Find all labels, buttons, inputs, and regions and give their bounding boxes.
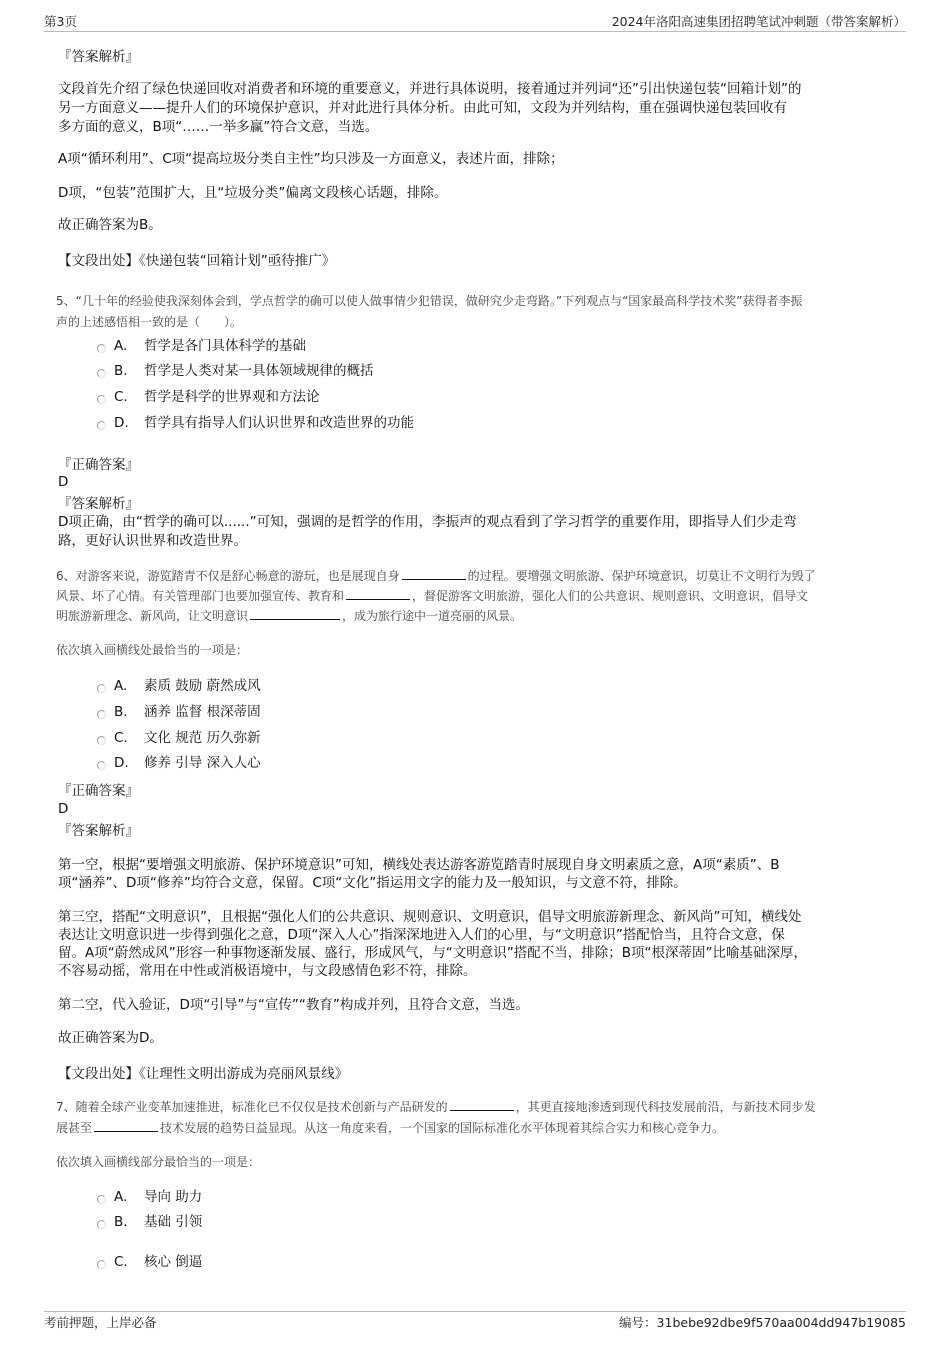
analysis-paragraph: A项“循环利用”、C项“提高垃圾分类自主性”均只涉及一方面意义，表述片面，排除； <box>58 151 564 167</box>
option-c[interactable] <box>97 728 261 748</box>
text-line: 路，更好认识世界和改造世界。 <box>58 533 247 549</box>
answer-value: D <box>58 801 69 817</box>
option-letter: A. <box>114 1189 128 1205</box>
text-segment: ，成为旅行途中一道亮丽的风景。 <box>342 609 523 623</box>
header-divider <box>44 31 906 32</box>
option-letter: B. <box>114 704 128 720</box>
option-letter: B. <box>114 363 128 379</box>
option-text: 哲学具有指导人们认识世界和改造世界的功能 <box>144 415 414 431</box>
conclusion: 故正确答案为B。 <box>58 217 162 233</box>
option-c[interactable] <box>97 1252 202 1272</box>
question-stem <box>56 1097 906 1139</box>
text-segment: 技术发展的趋势日益显现。从这一角度来看，一个国家的国际标准化水平体现着其综合实力和核心竞争力。 <box>160 1121 725 1135</box>
radio-icon[interactable] <box>97 344 106 353</box>
answer-label: 『正确答案』 <box>58 457 139 473</box>
analysis-label: 『答案解析』 <box>58 496 139 512</box>
radio-icon[interactable] <box>97 421 106 430</box>
text-segment: 明旅游新理念、新风尚，让文明意识 <box>56 609 249 623</box>
text-line: 项“涵养”、D项“修养”均符合文意，保留。C项“文化”指运用文字的能力及一般知识，与文意不符，排除。 <box>58 875 687 891</box>
text-line <box>56 586 906 606</box>
text-line: 不容易动摇，常用在中性或消极语境中，与文段感情色彩不符，排除。 <box>58 963 477 979</box>
radio-icon[interactable] <box>97 710 106 719</box>
option-letter: C. <box>114 1254 128 1270</box>
radio-icon[interactable] <box>97 395 106 404</box>
analysis-paragraph <box>58 80 903 137</box>
option-letter: D. <box>114 415 129 431</box>
text-line <box>56 1097 906 1118</box>
text-segment: 的过程。要增强文明旅游、保护环境意识，切莫让不文明行为毁了 <box>467 569 816 583</box>
option-a[interactable] <box>97 676 261 696</box>
fill-blank <box>450 1097 514 1111</box>
footer-slogan: 考前押题，上岸必备 <box>44 1315 157 1330</box>
analysis-paragraph <box>58 513 903 551</box>
question-prompt: 依次填入画横线部分最恰当的一项是： <box>56 1155 261 1169</box>
analysis-label: 『答案解析』 <box>58 823 139 839</box>
text-line: 5、“几十年的经验使我深刻体会到，学点哲学的确可以使人做事情少犯错误，做研究少走弯路。”下列观点与“国家最高科学技术奖”获得者李振 <box>56 294 803 308</box>
option-text: 素质 鼓励 蔚然成风 <box>144 678 261 694</box>
option-text: 哲学是各门具体科学的基础 <box>144 338 306 354</box>
text-line: 文段首先介绍了绿色快递回收对消费者和环境的重要意义，并进行具体说明，接着通过并列词“还”引出快递包装“回箱计划”的 <box>58 81 802 97</box>
option-letter: A. <box>114 678 128 694</box>
text-line: 第一空，根据“要增强文明旅游、保护环境意识”可知，横线处表达游客游览踏青时展现自身文明素质之意，A项“素质”、B <box>58 857 780 873</box>
source-citation: 【文段出处】《让理性文明出游成为亮丽风景线》 <box>58 1066 349 1082</box>
option-text: 涵养 监督 根深蒂固 <box>144 704 261 720</box>
text-segment: 展甚至 <box>56 1121 93 1135</box>
document-id: 编号：31bebe92dbe9f570aa004dd947b19085 <box>619 1315 906 1330</box>
option-text: 核心 倒逼 <box>144 1254 203 1270</box>
radio-icon[interactable] <box>97 761 106 770</box>
text-segment: ，督促游客文明旅游，强化人们的公共意识、规则意识、文明意识，倡导文 <box>412 589 809 603</box>
option-b[interactable] <box>97 361 374 381</box>
text-segment: 风景、坏了心情。有关管理部门也要加强宣传、教育和 <box>56 589 345 603</box>
fill-blank <box>346 586 410 600</box>
option-letter: C. <box>114 389 128 405</box>
fill-blank <box>250 606 340 620</box>
answer-value: D <box>58 474 69 490</box>
radio-icon[interactable] <box>97 369 106 378</box>
text-line <box>56 606 906 626</box>
text-segment: 6、对游客来说，游览踏青不仅是舒心畅意的游玩，也是展现自身 <box>56 569 400 583</box>
text-line: 另一方面意义——提升人们的环境保护意识，并对此进行具体分析。由此可知，文段为并列结构，重在强调快递包装回收有 <box>58 100 787 116</box>
option-text: 导向 助力 <box>144 1189 203 1205</box>
option-letter: C. <box>114 730 128 746</box>
fill-blank <box>94 1118 158 1132</box>
option-text: 修养 引导 深入人心 <box>144 755 261 771</box>
radio-icon[interactable] <box>97 1220 106 1229</box>
analysis-paragraph: D项，“包装”范围扩大，且“垃圾分类”偏离文段核心话题，排除。 <box>58 185 448 201</box>
radio-icon[interactable] <box>97 1195 106 1204</box>
text-line: 留。A项“蔚然成风”形容一种事物逐渐发展、盛行，形成风气，与“文明意识”搭配不当，排除；B项“根深蒂固”比喻基础深厚， <box>58 945 807 961</box>
radio-icon[interactable] <box>97 684 106 693</box>
option-letter: A. <box>114 338 128 354</box>
option-a[interactable] <box>97 1187 202 1207</box>
analysis-paragraph <box>58 908 903 980</box>
option-b[interactable] <box>97 1212 202 1232</box>
option-a[interactable] <box>97 336 306 356</box>
text-segment: 7、随着全球产业变革加速推进，标准化已不仅仅是技术创新与产品研发的 <box>56 1100 448 1114</box>
text-segment: ，其更直接地渗透到现代科技发展前沿，与新技术同步发 <box>515 1100 816 1114</box>
radio-icon[interactable] <box>97 1260 106 1269</box>
text-line: 表达让文明意识进一步得到强化之意，D项“深入人心”指深深地进入人们的心里，与“文明意识”搭配恰当，且符合文意，保 <box>58 927 785 943</box>
text-line <box>56 566 906 586</box>
option-text: 哲学是人类对某一具体领域规律的概括 <box>144 363 374 379</box>
question-stem <box>56 291 906 333</box>
page-number: 第3页 <box>44 14 77 29</box>
text-line <box>56 1118 906 1139</box>
option-b[interactable] <box>97 702 261 722</box>
option-text: 哲学是科学的世界观和方法论 <box>144 389 320 405</box>
text-line: 第三空，搭配“文明意识”，且根据“强化人们的公共意识、规则意识、文明意识，倡导文明旅游新理念、新风尚”可知，横线处 <box>58 909 802 925</box>
analysis-paragraph: 第二空，代入验证，D项“引导”与“宣传”“教育”构成并列，且符合文意，当选。 <box>58 997 529 1013</box>
radio-icon[interactable] <box>97 736 106 745</box>
option-d[interactable] <box>97 753 261 773</box>
option-c[interactable] <box>97 387 320 407</box>
source-citation: 【文段出处】《快递包装“回箱计划”亟待推广》 <box>58 253 336 269</box>
analysis-label: 『答案解析』 <box>58 49 139 65</box>
question-prompt: 依次填入画横线处最恰当的一项是： <box>56 643 249 657</box>
fill-blank <box>402 566 466 580</box>
answer-label: 『正确答案』 <box>58 783 139 799</box>
analysis-paragraph <box>58 856 903 892</box>
text-line: 多方面的意义，B项“……一举多赢”符合文意，当选。 <box>58 119 379 135</box>
option-text: 文化 规范 历久弥新 <box>144 730 261 746</box>
option-letter: B. <box>114 1214 128 1230</box>
option-d[interactable] <box>97 413 414 433</box>
document-title: 2024年洛阳高速集团招聘笔试冲刺题（带答案解析） <box>611 14 906 29</box>
conclusion: 故正确答案为D。 <box>58 1030 163 1046</box>
text-line: 声的上述感悟相一致的是（ ）。 <box>56 315 243 329</box>
option-text: 基础 引领 <box>144 1214 203 1230</box>
footer-divider <box>44 1311 906 1312</box>
text-line: D项正确，由“哲学的确可以......”可知，强调的是哲学的作用，李振声的观点看到了学习哲学的重要作用，即指导人们少走弯 <box>58 514 797 530</box>
option-letter: D. <box>114 755 129 771</box>
question-stem <box>56 566 906 626</box>
